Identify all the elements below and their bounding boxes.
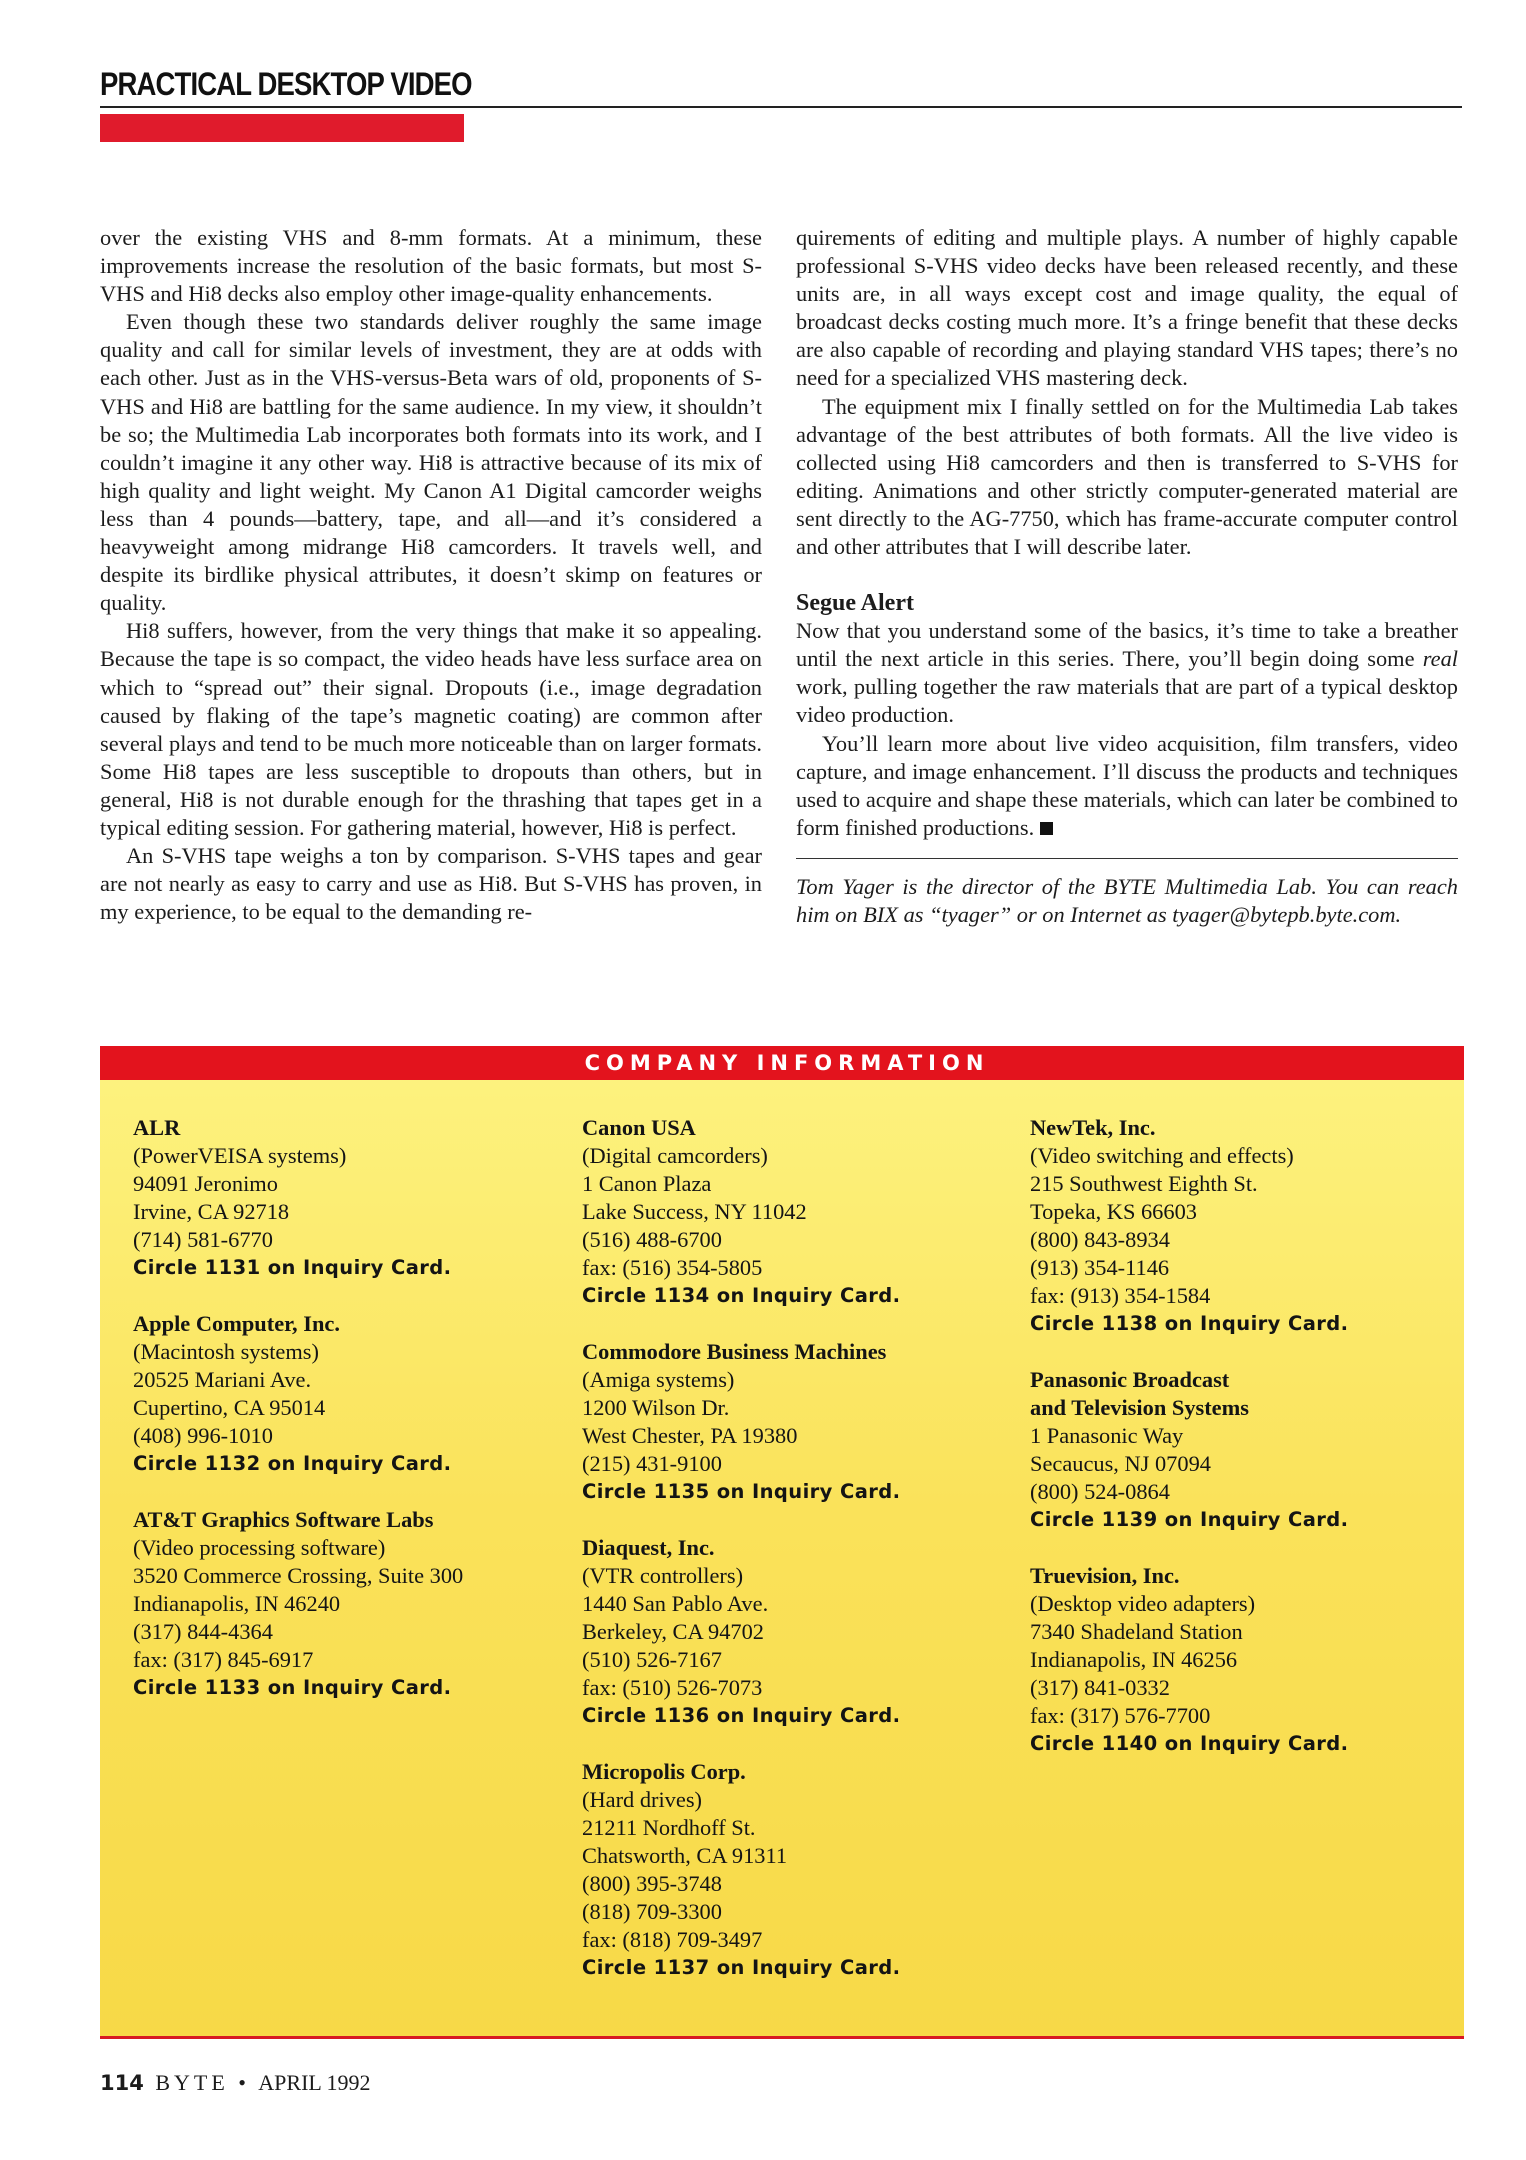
- inquiry-card-circle: Circle 1131 on Inquiry Card.: [133, 1256, 452, 1279]
- company-detail: (215) 431-9100: [582, 1451, 722, 1476]
- company-detail: (317) 844-4364: [133, 1619, 273, 1644]
- company-entry: [1030, 1366, 1450, 1534]
- emphasis: real: [1422, 646, 1458, 672]
- page-number: 114: [100, 2071, 144, 2095]
- company-name: NewTek, Inc.: [1030, 1115, 1156, 1140]
- inquiry-card-circle: Circle 1134 on Inquiry Card.: [582, 1284, 901, 1307]
- company-detail: Indianapolis, IN 46240: [133, 1591, 341, 1616]
- company-entry: [133, 1114, 553, 1282]
- company-detail: (Video processing software): [133, 1535, 386, 1560]
- company-column-3: [1030, 1114, 1450, 1786]
- company-detail: (Amiga systems): [582, 1367, 735, 1392]
- company-detail: Chatsworth, CA 91311: [582, 1843, 788, 1868]
- company-column-1: [133, 1114, 553, 1730]
- bio-divider: [796, 858, 1458, 859]
- company-detail: (VTR controllers): [582, 1563, 744, 1588]
- magazine-name: BYTE: [155, 2070, 229, 2095]
- company-detail: fax: (516) 354-5805: [582, 1255, 763, 1280]
- company-detail: (Hard drives): [582, 1787, 702, 1812]
- company-name: Commodore Business Machines: [582, 1339, 887, 1364]
- company-detail: fax: (913) 354-1584: [1030, 1283, 1211, 1308]
- paragraph: over the existing VHS and 8-mm formats. At a minimum, these improvements increase the resolution of the basic formats, but most S-VHS and Hi8 decks also employ other image-quality enhancements.: [100, 225, 762, 307]
- company-entry: [582, 1758, 1002, 1982]
- header-accent-bar: [100, 114, 464, 142]
- company-name: AT&T Graphics Software Labs: [133, 1507, 434, 1532]
- paragraph: Even though these two standards deliver roughly the same image quality and call for similar levels of investment, they are at odds with each other. Just as in the VHS-versus-Beta wars of old, proponents of S-VHS and Hi8 are battling for the same audience. In my view, it shouldn’t be so; the Multimedia Lab incorporates both formats into its work, and I couldn’t imagine it any other way. Hi8 is attractive because of its mix of high quality and light weight. My Canon A1 Digital camcorder weighs less than 4 pounds—battery, tape, and all—and it’s considered a heavyweight among midrange Hi8 camcorders. It travels well, and despite its birdlike physical attributes, it doesn’t skimp on features or quality.: [100, 309, 762, 616]
- inquiry-card-circle: Circle 1135 on Inquiry Card.: [582, 1480, 901, 1503]
- company-entry: [582, 1338, 1002, 1506]
- company-entry: [582, 1534, 1002, 1730]
- company-detail: 1 Canon Plaza: [582, 1171, 712, 1196]
- text-run: You’ll learn more about live video acquisition, film transfers, video capture, and image enhancement. I’ll discuss the products and techniques used to acquire and shape these materials, which can later be combined to form finished productions.: [796, 730, 1458, 840]
- company-detail: (Macintosh systems): [133, 1339, 319, 1364]
- article-column-left: [100, 224, 762, 926]
- inquiry-card-circle: Circle 1138 on Inquiry Card.: [1030, 1312, 1349, 1335]
- company-detail: (317) 841-0332: [1030, 1675, 1170, 1700]
- company-entry: [1030, 1562, 1450, 1758]
- company-detail: Topeka, KS 66603: [1030, 1199, 1197, 1224]
- company-info-bar: [100, 1046, 1464, 1080]
- company-detail: (Desktop video adapters): [1030, 1591, 1256, 1616]
- company-detail: Lake Success, NY 11042: [582, 1199, 807, 1224]
- inquiry-card-circle: Circle 1132 on Inquiry Card.: [133, 1452, 452, 1475]
- company-detail: 1200 Wilson Dr.: [582, 1395, 730, 1420]
- paragraph: quirements of editing and multiple plays. A number of highly capable professional S-VHS video decks have been released recently, and these units are, in all ways except cost and image quality, the equal of broadcast decks costing much more. It’s a fringe benefit that these decks are also capable of recording and playing standard VHS tapes; there’s no need for a specialized VHS mastering deck.: [796, 225, 1458, 391]
- inquiry-card-circle: Circle 1139 on Inquiry Card.: [1030, 1508, 1349, 1531]
- company-detail: (408) 996-1010: [133, 1423, 273, 1448]
- section-title: PRACTICAL DESKTOP VIDEO: [100, 66, 472, 102]
- company-entry: [1030, 1114, 1450, 1338]
- paragraph: [796, 617, 1458, 729]
- company-detail: fax: (818) 709-3497: [582, 1927, 763, 1952]
- company-name: ALR: [133, 1115, 181, 1140]
- company-entry: [133, 1310, 553, 1478]
- company-detail: (800) 524-0864: [1030, 1479, 1170, 1504]
- company-detail: (516) 488-6700: [582, 1227, 722, 1252]
- company-detail: 1 Panasonic Way: [1030, 1423, 1184, 1448]
- paragraph: [796, 730, 1458, 842]
- company-info-bottom-rule: [100, 2036, 1464, 2039]
- company-detail: Irvine, CA 92718: [133, 1199, 290, 1224]
- company-name: and Television Systems: [1030, 1395, 1249, 1420]
- inquiry-card-circle: Circle 1137 on Inquiry Card.: [582, 1956, 901, 1979]
- paragraph: Hi8 suffers, however, from the very things that make it so appealing. Because the tape is so compact, the video heads have less surface area on which to “spread out” their signal. Dropouts (i.e., image degradation caused by flaking of the tape’s magnetic coating) are common after several plays and tend to be much more noticeable than on larger formats. Some Hi8 tapes are less susceptible to dropouts than others, but in general, Hi8 is not durable enough for the thrashing that tapes get in a typical editing session. For gathering material, however, Hi8 is perfect.: [100, 618, 762, 840]
- inquiry-card-circle: Circle 1136 on Inquiry Card.: [582, 1704, 901, 1727]
- company-detail: Cupertino, CA 95014: [133, 1395, 326, 1420]
- company-detail: fax: (317) 845-6917: [133, 1647, 314, 1672]
- company-detail: (800) 395-3748: [582, 1871, 722, 1896]
- company-detail: West Chester, PA 19380: [582, 1423, 798, 1448]
- author-bio: Tom Yager is the director of the BYTE Multimedia Lab. You can reach him on BIX as “tyager” or on Internet as tyager@bytepb.byte.com.: [796, 873, 1458, 927]
- header-rule: [100, 106, 1462, 108]
- inquiry-card-circle: Circle 1140 on Inquiry Card.: [1030, 1732, 1349, 1755]
- company-detail: 94091 Jeronimo: [133, 1171, 278, 1196]
- company-detail: fax: (510) 526-7073: [582, 1675, 763, 1700]
- company-detail: (Digital camcorders): [582, 1143, 768, 1168]
- company-name: Truevision, Inc.: [1030, 1563, 1180, 1588]
- company-name: Diaquest, Inc.: [582, 1535, 715, 1560]
- company-detail: Berkeley, CA 94702: [582, 1619, 764, 1644]
- company-detail: fax: (317) 576-7700: [1030, 1703, 1211, 1728]
- company-column-2: [582, 1114, 1002, 2010]
- company-detail: (800) 843-8934: [1030, 1227, 1170, 1252]
- article-column-right: [796, 224, 1458, 929]
- paragraph: An S-VHS tape weighs a ton by comparison. S-VHS tapes and gear are not nearly as easy to carry and use as Hi8. But S-VHS has proven, in my experience, to be equal to the demanding re-: [100, 843, 762, 925]
- text-run: Now that you understand some of the basics, it’s time to take a breather until the next article in this series. There, you’ll begin doing some: [796, 618, 1458, 672]
- company-detail: 215 Southwest Eighth St.: [1030, 1171, 1258, 1196]
- company-detail: 7340 Shadeland Station: [1030, 1619, 1243, 1644]
- issue-date: APRIL 1992: [258, 2070, 371, 2095]
- footer-separator: •: [238, 2070, 246, 2095]
- paragraph: The equipment mix I finally settled on for the Multimedia Lab takes advantage of the best attributes of both formats. All the live video is collected using Hi8 camcorders and then is transferred to S-VHS for editing. Animations and other strictly computer-generated material are sent directly to the AG-7750, which has frame-accurate computer control and other attributes that I will describe later.: [796, 393, 1458, 560]
- section-heading: Segue Alert: [796, 590, 914, 617]
- company-detail: (Video switching and effects): [1030, 1143, 1294, 1168]
- company-detail: (714) 581-6770: [133, 1227, 273, 1252]
- company-detail: (510) 526-7167: [582, 1647, 722, 1672]
- end-of-article-mark: [1040, 822, 1053, 835]
- company-detail: (818) 709-3300: [582, 1899, 722, 1924]
- company-name: Panasonic Broadcast: [1030, 1367, 1230, 1392]
- company-name: Micropolis Corp.: [582, 1759, 746, 1784]
- company-detail: Indianapolis, IN 46256: [1030, 1647, 1238, 1672]
- company-detail: 21211 Nordhoff St.: [582, 1815, 756, 1840]
- page-footer: [100, 2068, 371, 2098]
- company-detail: 3520 Commerce Crossing, Suite 300: [133, 1563, 464, 1588]
- company-entry: [133, 1506, 553, 1702]
- inquiry-card-circle: Circle 1133 on Inquiry Card.: [133, 1676, 452, 1699]
- company-detail: 1440 San Pablo Ave.: [582, 1591, 769, 1616]
- company-name: Canon USA: [582, 1115, 696, 1140]
- company-entry: [582, 1114, 1002, 1310]
- company-detail: 20525 Mariani Ave.: [133, 1367, 312, 1392]
- company-name: Apple Computer, Inc.: [133, 1311, 340, 1336]
- company-info-title: COMPANY INFORMATION: [584, 1051, 990, 1075]
- text-run: work, pulling together the raw materials that are part of a typical desktop video production.: [796, 674, 1458, 728]
- company-detail: Secaucus, NJ 07094: [1030, 1451, 1211, 1476]
- company-detail: (PowerVEISA systems): [133, 1143, 347, 1168]
- company-detail: (913) 354-1146: [1030, 1255, 1170, 1280]
